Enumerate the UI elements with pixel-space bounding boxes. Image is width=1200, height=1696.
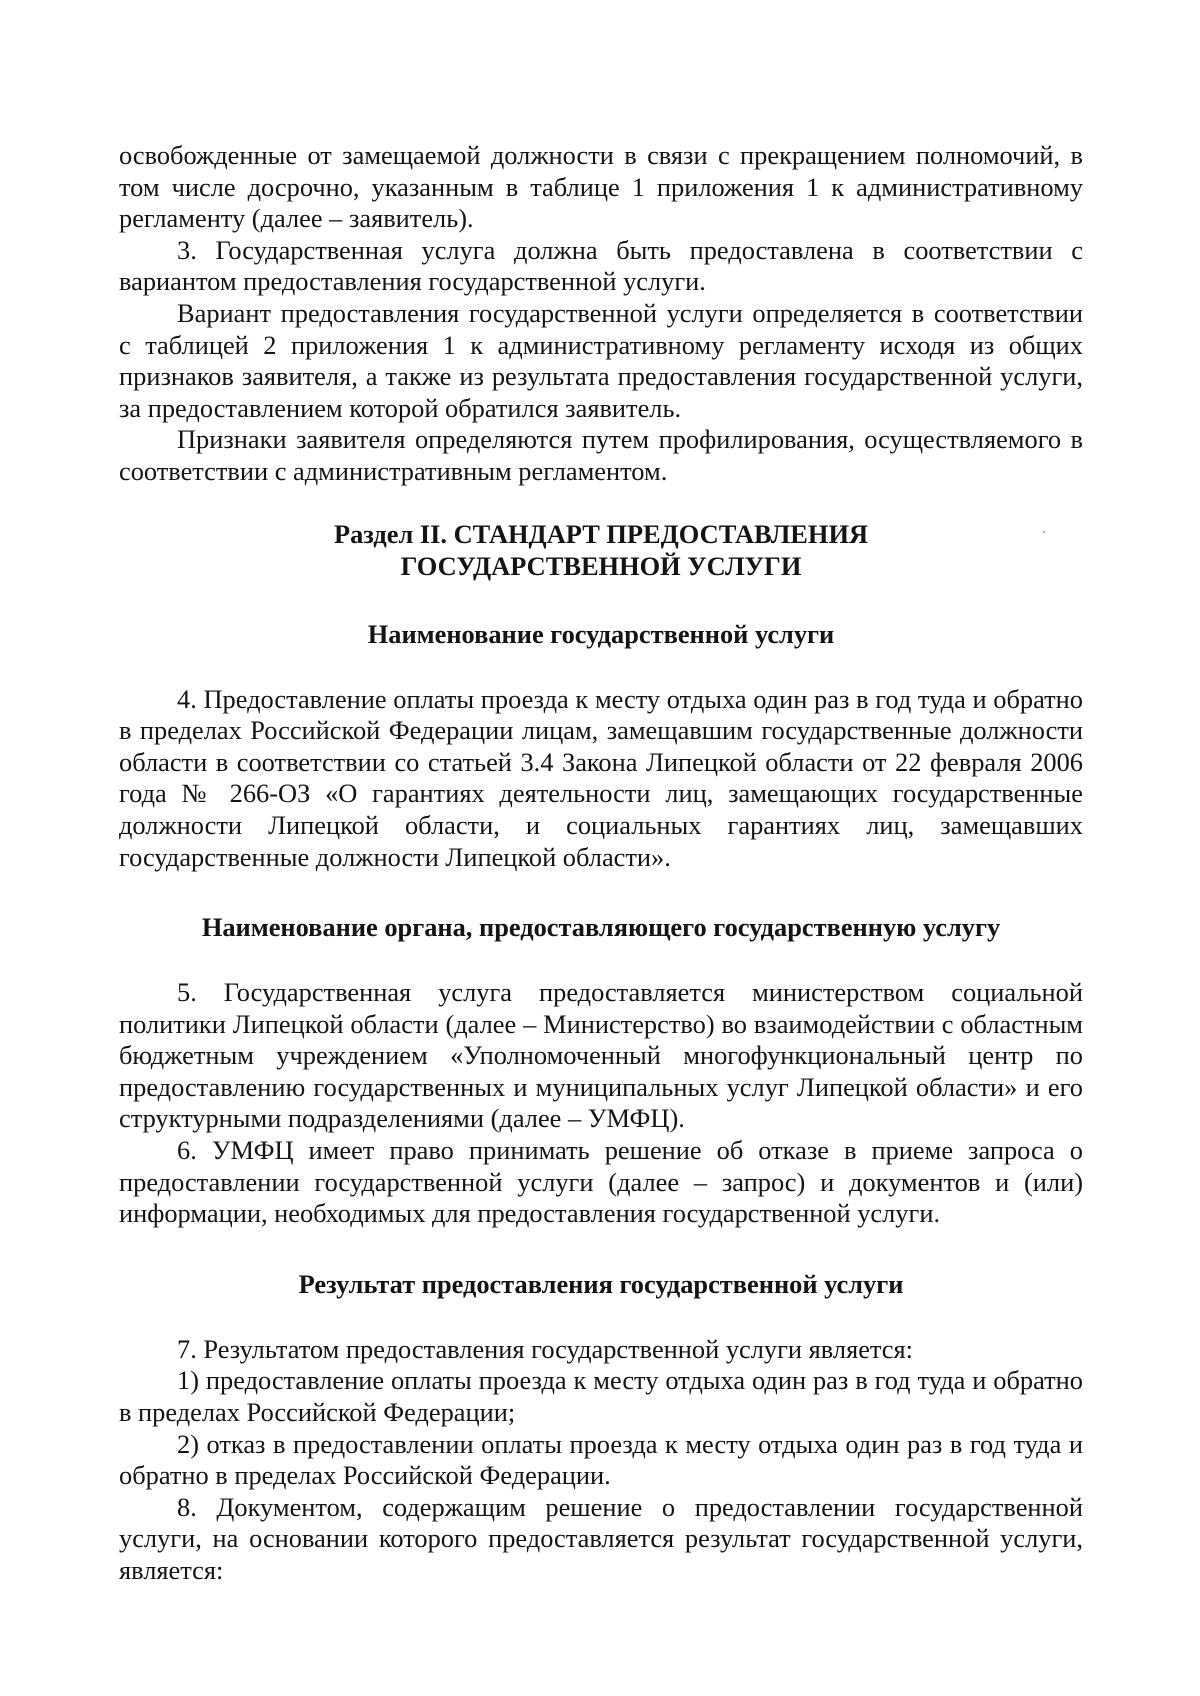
paragraph-7: 7. Результатом предоставления государственной услуги является:: [177, 1333, 913, 1364]
paragraph-4: 4. Предоставление оплаты проезда к месту отдыха один раз в год туда и обратно в пределах Российской Федерации лицам, замещавшим государственные должности области в соответствии со статьей 3.4 Закона Липецкой области от 22 февраля 2006 года № 266-ОЗ «О гарантиях деятельности лиц, замещающих государственные должности Липецкой области, и социальных гарантиях лиц, замещавших государственные должности Липецкой области».: [119, 683, 1083, 872]
paragraph-applicant-signs: Признаки заявителя определяются путем профилирования, осуществляемого в соответствии с административным регламентом.: [119, 424, 1083, 486]
list-item-result-2: 2) отказ в предоставлении оплаты проезда к месту отдыха один раз в год туда и обратно в пределах Российской Федерации.: [119, 1428, 1083, 1491]
list-item-result-1: 1) предоставление оплаты проезда к месту отдыха один раз в год туда и обратно в пределах Российской Федерации;: [119, 1365, 1083, 1428]
section-title-line-1: Раздел II. СТАНДАРТ ПРЕДОСТАВЛЕНИЯ: [333, 518, 869, 549]
paragraph-3: 3. Государственная услуга должна быть предоставлена в соответствии с вариантом предоставления государственной услуги.: [119, 234, 1083, 297]
paragraph-6: 6. УМФЦ имеет право принимать решение об отказе в приеме запроса о предоставлении государственной услуги (далее – запрос) и документов и (или) информации, необходимых для предоставления государственной услуги.: [119, 1135, 1083, 1229]
paragraph-variant: Вариант предоставления государственной услуги определяется в соответствии с таблицей 2 приложения 1 к административному регламенту исходя из общих признаков заявителя, а также из результата предоставления государственной услуги, за предоставлением которой обратился заявитель.: [119, 297, 1083, 423]
paragraph-5: 5. Государственная услуга предоставляется министерством социальной политики Липецкой области (далее – Министерство) во взаимодействии с областным бюджетным учреждением «Уполномоченный многофункциональный центр по предоставлению государственных и муниципальных услуг Липецкой области» и его структурными подразделениями (далее – УМФЦ).: [119, 977, 1083, 1134]
section-title: [119, 518, 1083, 582]
scan-speck: [1043, 531, 1045, 533]
subheading-service-name: Наименование государственной услуги: [367, 618, 835, 649]
document-page: [119, 140, 1083, 1587]
subheading-service-result: Результат предоставления государственной услуги: [298, 1268, 904, 1299]
subheading-providing-body: Наименование органа, предоставляющего государственную услугу: [201, 912, 1001, 943]
paragraph-applicant-definition: освобожденные от замещаемой должности в связи с прекращением полномочий, в том числе досрочно, указанным в таблице 1 приложения 1 к административному регламенту (далее – заявитель).: [119, 140, 1083, 234]
section-title-line-2: ГОСУДАРСТВЕННОЙ УСЛУГИ: [400, 550, 802, 581]
paragraph-8: 8. Документом, содержащим решение о предоставлении государственной услуги, на основании которого предоставляется результат государственной услуги, является:: [119, 1491, 1083, 1585]
